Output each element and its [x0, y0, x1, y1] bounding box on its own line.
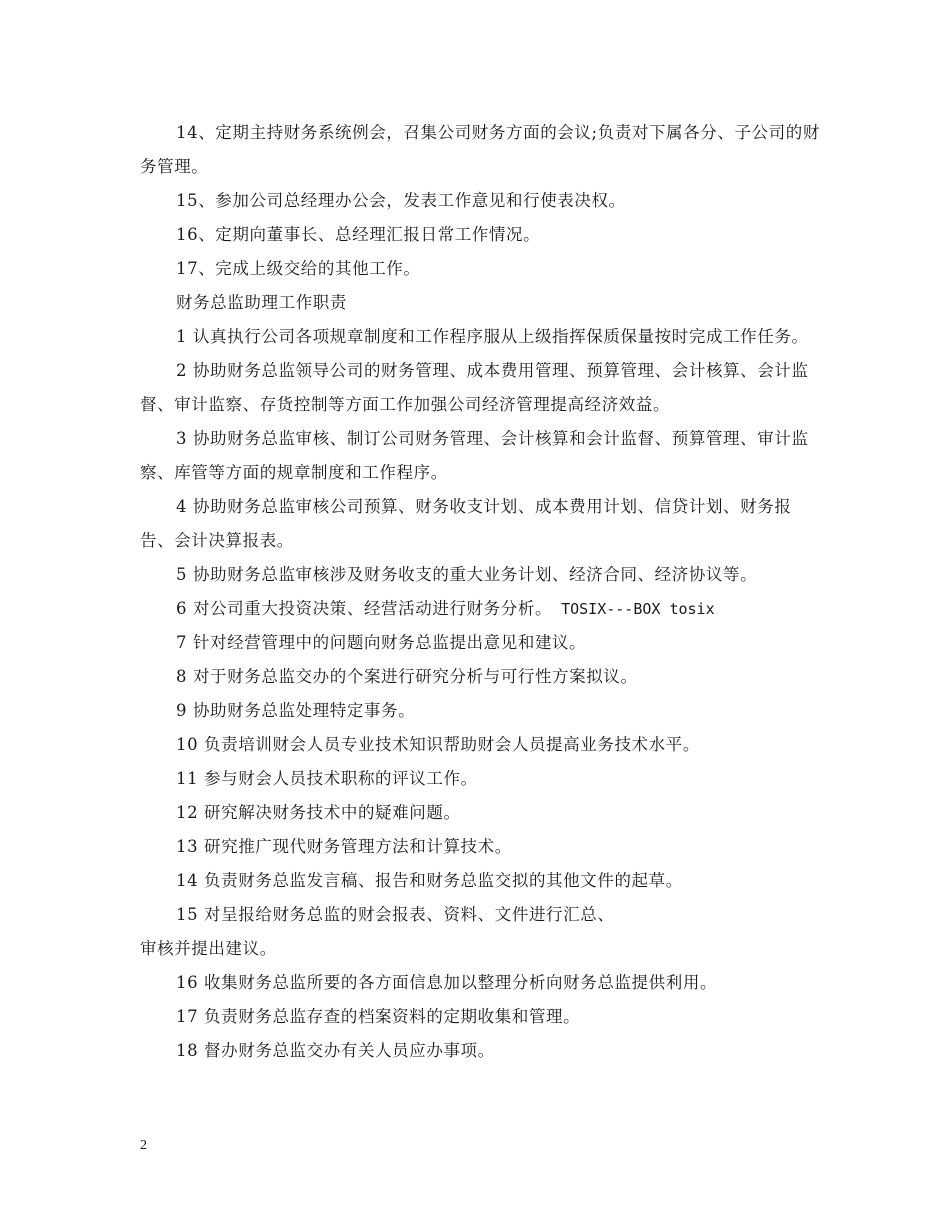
duty-item-5: 5 协助财务总监审核涉及财务收支的重大业务计划、经济合同、经济协议等。 [176, 565, 758, 584]
duty-item-4: 4 协助财务总监审核公司预算、财务收支计划、成本费用计划、信贷计划、财务报告、会计决算报表。 [140, 497, 792, 550]
duty-item-3: 3 协助财务总监审核、制订公司财务管理、会计核算和会计监督、预算管理、审计监察、库管等方面的规章制度和工作程序。 [140, 429, 809, 482]
duty-item-9: 9 协助财务总监处理特定事务。 [176, 701, 416, 720]
duty-item-6 [140, 592, 820, 626]
duty-item-7: 7 针对经营管理中的问题向财务总监提出意见和建议。 [176, 633, 587, 652]
duty-item-12: 12 研究解决财务技术中的疑难问题。 [176, 803, 461, 822]
duty-item-10: 10 负责培训财会人员专业技术知识帮助财会人员提高业务技术水平。 [176, 735, 700, 754]
section-heading: 财务总监助理工作职责 [176, 293, 347, 312]
duty-item-15-continued: 审核并提出建议。 [140, 939, 277, 958]
page-number: 2 [140, 1138, 147, 1153]
watermark-text: TOSIX---BOX tosix [552, 600, 715, 618]
duty-item-14: 14 负责财务总监发言稿、报告和财务总监交拟的其他文件的起草。 [176, 871, 683, 890]
duty-item-13: 13 研究推广现代财务管理方法和计算技术。 [176, 837, 512, 856]
duty-item-2: 2 协助财务总监领导公司的财务管理、成本费用管理、预算管理、会计核算、会计监督、审计监察、存货控制等方面工作加强公司经济管理提高经济效益。 [140, 361, 809, 414]
paragraph-16: 16、定期向董事长、总经理汇报日常工作情况。 [176, 225, 541, 244]
paragraph-15: 15、参加公司总经理办公会，发表工作意见和行使表决权。 [176, 191, 626, 210]
duty-item-18: 18 督办财务总监交办有关人员应办事项。 [176, 1041, 495, 1060]
duty-item-1: 1 认真执行公司各项规章制度和工作程序服从上级指挥保质保量按时完成工作任务。 [176, 327, 809, 346]
paragraph-14: 14、定期主持财务系统例会，召集公司财务方面的会议;负责对下属各分、子公司的财务管理。 [140, 123, 820, 176]
duty-item-15: 15 对呈报给财务总监的财会报表、资料、文件进行汇总、 [176, 905, 615, 924]
duty-item-8: 8 对于财务总监交办的个案进行研究分析与可行性方案拟议。 [176, 667, 638, 686]
duty-item-11: 11 参与财会人员技术职称的评议工作。 [176, 769, 478, 788]
duty-item-17: 17 负责财务总监存查的档案资料的定期收集和管理。 [176, 1007, 581, 1026]
document-body [140, 116, 820, 1068]
paragraph-17: 17、完成上级交给的其他工作。 [176, 259, 421, 278]
duty-item-16: 16 收集财务总监所要的各方面信息加以整理分析向财务总监提供利用。 [176, 973, 718, 992]
duty-item-6-text: 6 对公司重大投资决策、经营活动进行财务分析。 [176, 599, 553, 618]
